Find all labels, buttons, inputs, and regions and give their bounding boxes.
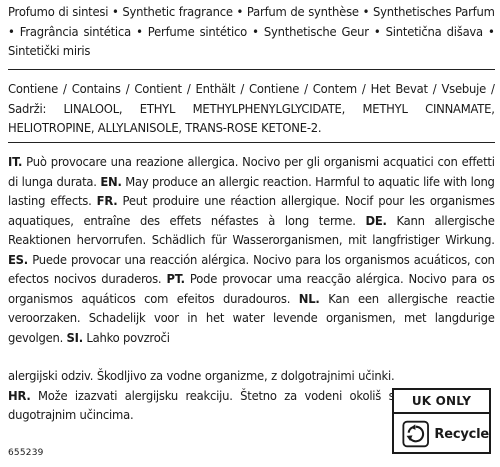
warning-block-tail bbox=[8, 366, 394, 425]
warning-es: Puede provocar una reacción alérgica. Nocivo para los organismos acuáticos, con efectos nocivos duraderos. bbox=[8, 251, 495, 286]
warning-nl: Kan een allergische reactie veroorzaken. Schadelijk voor in het water levende organismen, met langdurige gevolgen. bbox=[8, 290, 495, 345]
recycle-row bbox=[394, 414, 489, 454]
warning-en: May produce an allergic reaction. Harmful to aquatic life with long lasting effects. bbox=[8, 173, 495, 208]
lang-code-es: ES. bbox=[8, 251, 28, 267]
lang-code-fr: FR. bbox=[96, 193, 118, 208]
lang-code-en: EN. bbox=[100, 173, 122, 189]
lang-code-de: DE. bbox=[365, 212, 387, 228]
contains-label: Contiene / Contains / Contient / Enthält / Contiene / Contem / Het Bevat / Vsebuje / Sadrži: bbox=[8, 81, 495, 116]
warning-pt: Pode provocar uma reacção alérgica. Nocivo para os organismos aquáticos com efeitos duradouros. bbox=[8, 271, 495, 306]
warning-hr: Može izazvati alergijsku reakciju. Štetno za vodeni okoliš s dugotrajnim učincima. bbox=[8, 387, 395, 422]
uk-recycle-box bbox=[392, 388, 491, 454]
warning-it: Può provocare una reazione allergica. Nocivo per gli organismi acquatici con effetti di lunga durata. bbox=[8, 154, 495, 189]
warning-block bbox=[8, 152, 495, 347]
lang-code-pt: PT. bbox=[166, 271, 185, 286]
product-code: 655239 bbox=[8, 448, 44, 458]
warning-si-end: alergijski odziv. Škodljivo za vodne organizme, z dolgotrajnimi učinki. bbox=[8, 368, 395, 383]
lang-code-si: SI. bbox=[66, 329, 83, 345]
lang-code-nl: NL. bbox=[298, 290, 320, 306]
ingredients-list: LINALOOL, ETHYL METHYLPHENYLGLYCIDATE, METHYL CINNAMATE, HELIOTROPINE, ALLYLANISOLE, TRANS-ROSE KETONE-2. bbox=[8, 100, 495, 135]
recycle-arrows-icon bbox=[402, 419, 429, 449]
lang-code-hr: HR. bbox=[8, 387, 31, 403]
lang-code-it: IT. bbox=[8, 154, 23, 169]
uk-only-header: UK ONLY bbox=[394, 390, 489, 414]
warning-de: Kann allergische Reaktionen hervorrufen. Schädlich für Wasserorganismen, mit langfristiger Wirkung. bbox=[8, 212, 495, 247]
contains-statement bbox=[8, 79, 495, 138]
divider-top bbox=[8, 69, 495, 70]
recycle-label: Recycle bbox=[434, 426, 489, 442]
warning-fr: Peut produire une réaction allergique. Nocif pour les organismes aquatiques, entraîne des effets néfastes à long terme. bbox=[8, 193, 495, 228]
divider-middle bbox=[8, 142, 495, 143]
warning-si-start: Lahko povzroči bbox=[82, 329, 170, 345]
fragrance-statement: Profumo di sintesi • Synthetic fragrance • Parfum de synthèse • Synthetisches Parfum • Fragrância sintética • Perfume sintético • Synthetische Geur • Sintetična dišava • Sintetički miris bbox=[8, 4, 495, 58]
